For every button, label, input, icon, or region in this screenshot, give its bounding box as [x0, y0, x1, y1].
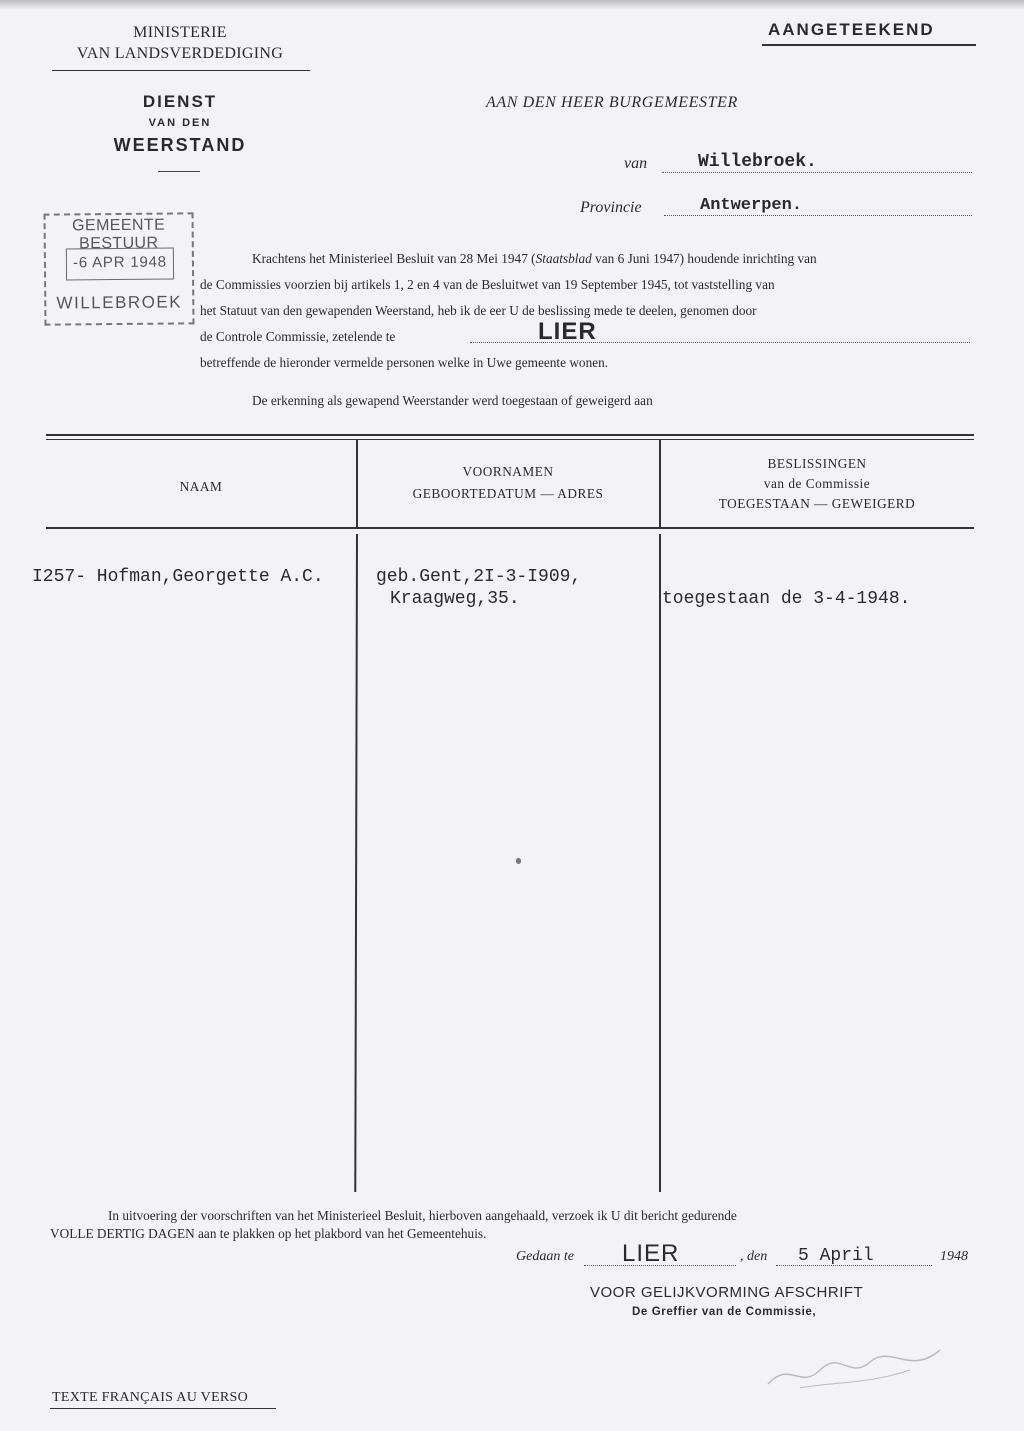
table-top-rule: [46, 434, 974, 436]
table-column-divider: [354, 534, 357, 1192]
municipality-dotted-line: [662, 172, 972, 173]
municipality-label: van: [624, 155, 648, 172]
body-line-1: [252, 246, 817, 272]
column-header-beslissingen: BESLISSINGEN: [767, 456, 867, 471]
table-column-divider: [659, 534, 661, 1192]
column-header-toegestaan: TOEGESTAAN — GEWEIGERD: [718, 496, 916, 511]
province-dotted-line: [664, 215, 972, 216]
date-label: , den: [740, 1249, 768, 1264]
registered-mail-label: AANGETEEKEND: [768, 20, 935, 39]
ministry-name-line2: VAN LANDSVERDEDIGING: [76, 45, 284, 62]
registered-underline: [762, 44, 976, 46]
footer-instruction-line2: VOLLE DERTIG DAGEN aan te plakken op het plakbord van het Gemeentehuis.: [50, 1226, 487, 1241]
department-line1: DIENST: [142, 92, 218, 111]
body-line-3: het Statuut van den gewapenden Weerstand, heb ik de eer U de beslissing mede te deelen, genomen door: [200, 303, 757, 318]
column-header-commissie: van de Commissie: [763, 476, 871, 491]
body-line-1-end: van 6 Juni 1947) houdende inrichting van: [591, 251, 817, 266]
row-beslissing: toegestaan de 3-4-1948.: [662, 589, 911, 609]
french-text-underline: [50, 1408, 276, 1409]
column-header-geboortedatum: GEBOORTEDATUM — ADRES: [412, 486, 604, 501]
body-line-5: betreffende de hieronder vermelde personen welke in Uwe gemeente wonen.: [200, 355, 609, 370]
clerk-title: De Greffier van de Commissie,: [632, 1306, 817, 1318]
table-top-rule-inner: [46, 439, 974, 440]
footer-instruction-line1: In uitvoering der voorschriften van het Ministerieel Besluit, hierboven aangehaald, verzoek ik U dit bericht gedurende: [108, 1208, 737, 1223]
municipality-value: Willebroek.: [698, 152, 817, 172]
column-header-naam: NAAM: [179, 479, 223, 494]
date-value: 5 April: [798, 1246, 874, 1266]
row-geboorte: geb.Gent,2I-3-I909,: [376, 567, 582, 587]
stamp-municipality: WILLEBROEK: [56, 292, 183, 313]
commission-seat-value: LIER: [538, 318, 597, 345]
scan-edge-shadow: [0, 0, 1024, 10]
province-label: Provincie: [580, 199, 642, 216]
certified-copy-label: VOOR GELIJKVORMING AFSCHRIFT: [590, 1284, 864, 1301]
year-value: 1948: [940, 1249, 968, 1264]
body-line-4: de Controle Commissie, zetelende te: [200, 329, 396, 344]
stamp-authority: GEMEENTE BESTUUR: [72, 216, 166, 253]
staatsblad-reference: Staatsblad: [535, 251, 592, 266]
faint-signature: [760, 1340, 950, 1400]
place-label: Gedaan te: [516, 1249, 574, 1264]
department-line2: VAN DEN: [148, 117, 212, 129]
body-line-1-start: Krachtens het Ministerieel Besluit van 28 Mei 1947 (: [252, 251, 536, 266]
place-value: LIER: [622, 1240, 680, 1267]
column-header-voornamen: VOORNAMEN: [462, 464, 554, 479]
municipal-receipt-stamp: [44, 212, 195, 325]
row-adres: Kraagweg,35.: [390, 589, 520, 609]
province-value: Antwerpen.: [700, 196, 803, 215]
recognition-intro: De erkenning als gewapend Weerstander werd toegestaan of geweigerd aan: [252, 393, 653, 408]
row-naam: I257- Hofman,Georgette A.C.: [32, 567, 324, 587]
french-text-notice: TEXTE FRANÇAIS AU VERSO: [52, 1390, 249, 1405]
ministry-name-line1: MINISTERIE: [133, 24, 227, 41]
stamp-date: -6 APR 1948: [72, 253, 167, 272]
department-underline: [158, 171, 200, 172]
department-line3: WEERSTAND: [113, 135, 247, 155]
body-line-2: de Commissies voorzien bij artikels 1, 2 en 4 van de Besluitwet van 19 September 1945, tot vaststelling van: [200, 277, 775, 292]
ministry-underline: [52, 70, 310, 71]
addressee-title: AAN DEN HEER BURGEMEESTER: [486, 94, 738, 111]
stamp-date-box: [66, 248, 174, 281]
scan-speck: [516, 858, 521, 864]
table-header-rule: [46, 527, 974, 529]
